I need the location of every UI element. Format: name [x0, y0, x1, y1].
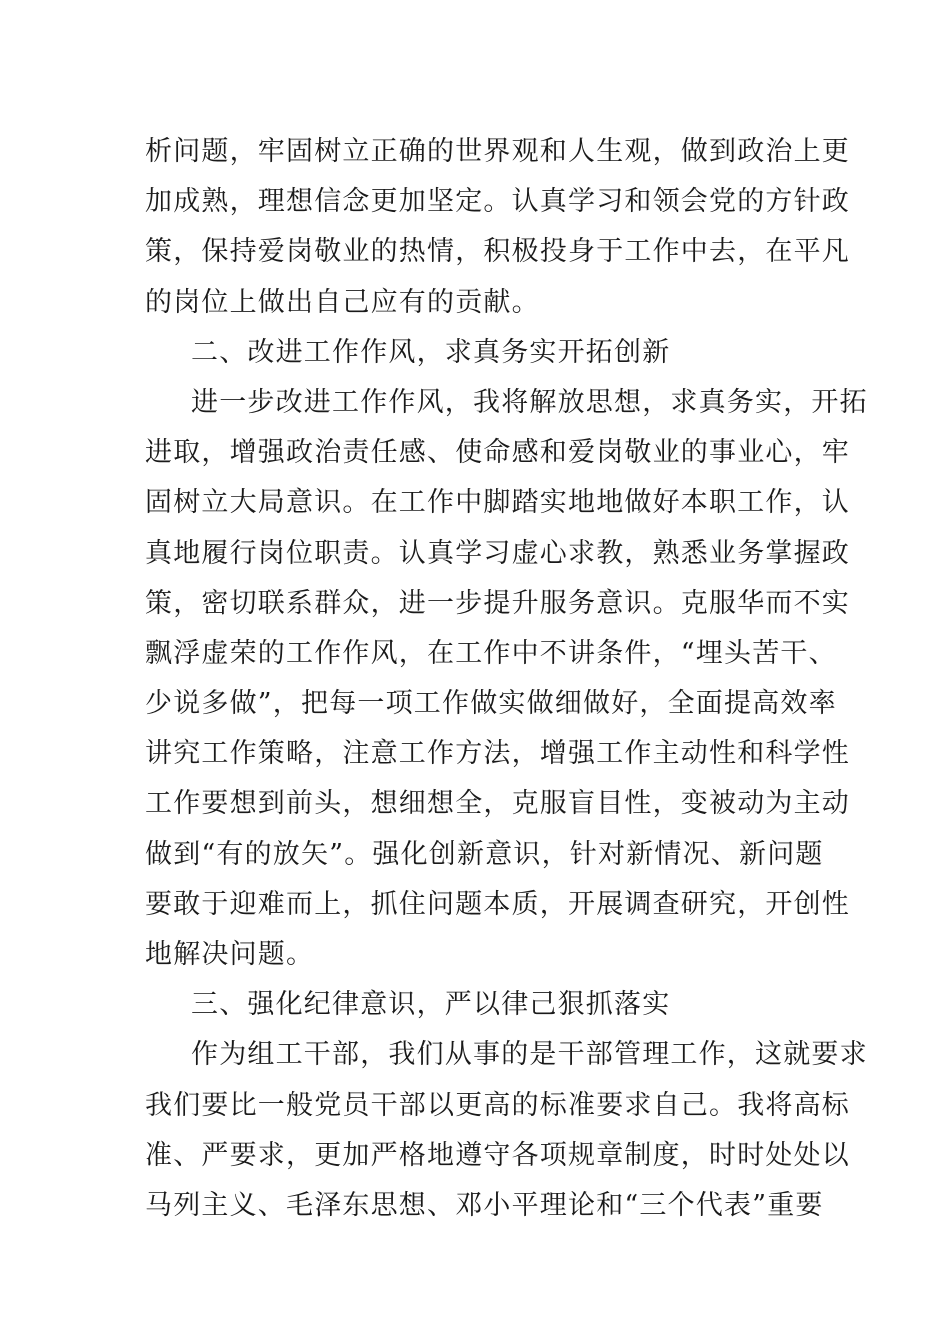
text-line: 进取，增强政治责任感、使命感和爱岗敬业的事业心，牢	[145, 437, 850, 469]
text-line: 策，保持爱岗敬业的热情，积极投身于工作中去，在平凡	[145, 236, 850, 268]
text-line: 策，密切联系群众，进一步提升服务意识。克服华而不实	[145, 587, 850, 619]
text-line: 讲究工作策略，注意工作方法，增强工作主动性和科学性	[145, 738, 850, 770]
text-line: 做到“有的放矢”。强化创新意识，针对新情况、新问题	[145, 838, 824, 870]
section-heading: 二、改进工作作风，求真务实开拓创新	[191, 336, 671, 368]
text-line: 作为组工干部，我们从事的是干部管理工作，这就要求	[191, 1039, 868, 1071]
text-line: 析问题，牢固树立正确的世界观和人生观，做到政治上更	[145, 136, 850, 167]
text-line: 工作要想到前头，想细想全，克服盲目性，变被动为主动	[145, 788, 850, 820]
text-line: 要敢于迎难而上，抓住问题本质，开展调查研究，开创性	[145, 888, 850, 920]
text-line: 真地履行岗位职责。认真学习虚心求教，熟悉业务掌握政	[145, 537, 850, 569]
text-line: 地解决问题。	[145, 939, 315, 970]
text-line: 准、严要求，更加严格地遵守各项规章制度，时时处处以	[145, 1139, 850, 1171]
text-line: 飘浮虚荣的工作作风，在工作中不讲条件，“埋头苦干、	[145, 637, 837, 669]
text-line: 固树立大局意识。在工作中脚踏实地地做好本职工作，认	[145, 487, 850, 519]
text-line: 进一步改进工作作风，我将解放思想，求真务实，开拓	[191, 386, 868, 418]
text-line: 马列主义、毛泽东思想、邓小平理论和“三个代表”重要	[145, 1189, 824, 1221]
text-line: 的岗位上做出自己应有的贡献。	[145, 286, 540, 318]
section-heading: 三、强化纪律意识，严以律己狠抓落实	[191, 989, 671, 1021]
document-body	[145, 127, 868, 1231]
text-line: 我们要比一般党员干部以更高的标准要求自己。我将高标	[145, 1089, 850, 1121]
text-line: 加成熟，理想信念更加坚定。认真学习和领会党的方针政	[145, 186, 850, 218]
text-line: 少说多做”，把每一项工作做实做细做好，全面提高效率	[145, 688, 837, 720]
